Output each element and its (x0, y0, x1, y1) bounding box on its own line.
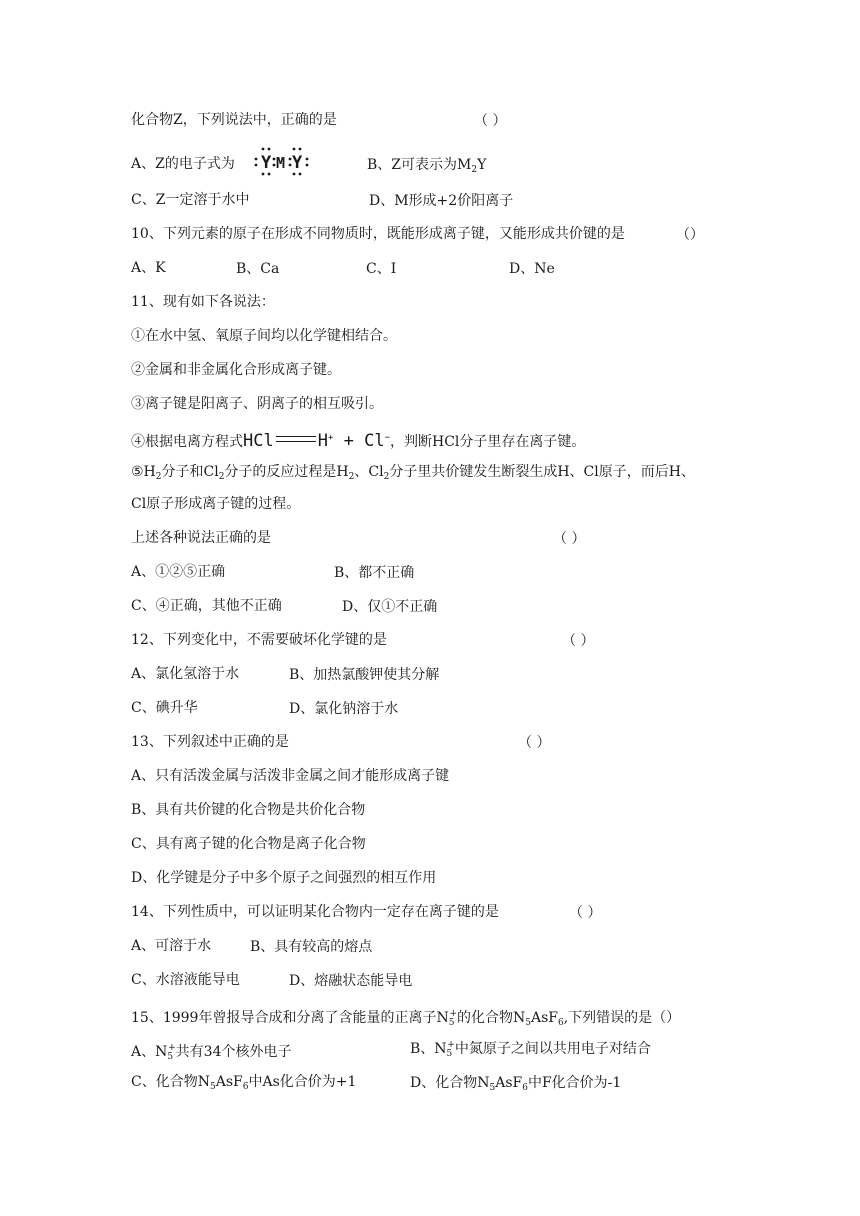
q13-option-b: B、具有共价键的化合物是共价化合物 (131, 802, 366, 818)
equation-sign (276, 436, 316, 442)
q13-stem: 13、下列叙述中正确的是 (131, 734, 289, 750)
q12-option-b: B、加热氯酸钾使其分解 (289, 667, 440, 683)
q10-option-b: B、Ca (236, 261, 280, 277)
q14-option-c: C、水溶液能导电 (131, 972, 240, 988)
q11-statement-5: $⑤H_2$分子和$Cl_2$分子的反应过程是$H_2$、$Cl_2$分子里共价键发生断裂生成H、Cl原子，而后H、 (131, 464, 695, 482)
q12-option-a: A、氯化氢溶于水 (131, 666, 240, 682)
q9-option-a: A、Z的电子式为 (131, 156, 235, 172)
q12-stem: 12、下列变化中，不需要破坏化学键的是 (131, 632, 387, 648)
ionization-equation: HCl H+ + Cl− (243, 431, 391, 451)
q14-answer-paren: （ ） (569, 905, 602, 921)
q12-option-c: C、碘升华 (131, 700, 198, 716)
q9-option-c: C、Z一定溶于水中 (131, 192, 250, 208)
q11-option-c: C、④正确，其他不正确 (131, 598, 282, 614)
q12-option-d: D、氯化钠溶于水 (289, 701, 399, 717)
q9-electron-formula (250, 144, 310, 178)
q11-statement-3: ③离子键是阳离子、阴离子的相互吸引。 (131, 396, 383, 412)
q15-option-a: A、$N_5^+$共有34个核外电子 (131, 1043, 292, 1062)
q14-option-d: D、熔融状态能导电 (289, 973, 413, 989)
q13-option-c: C、具有离子键的化合物是离子化合物 (131, 836, 366, 852)
q15-option-d: D、化合物$N_5AsF_6$中F化合价为-1 (410, 1075, 622, 1093)
q9-answer-paren: （ ） (474, 113, 507, 129)
q14-option-a: A、可溶于水 (131, 938, 212, 954)
q15-option-c: C、化合物$N_5AsF_6$中As化合价为+1 (131, 1074, 357, 1092)
q11-answer-paren: （ ） (553, 531, 586, 547)
q9-option-d: D、M形成+2价阳离子 (369, 193, 514, 209)
q11-option-b: B、都不正确 (334, 565, 415, 581)
q14-option-b: B、具有较高的熔点 (250, 939, 373, 955)
atom-m: M (276, 154, 286, 172)
q14-stem: 14、下列性质中，可以证明某化合物内一定存在离子键的是 (131, 904, 499, 920)
q15-stem: 15、1999年曾报导合成和分离了含能量的正离子$N_5^+$的化合物$N_5AsF_6$,下列错误的是（） (131, 1009, 681, 1028)
q13-option-d: D、化学键是分子中多个原子之间强烈的相互作用 (131, 870, 437, 886)
q11-stem: 11、现有如下各说法： (131, 294, 275, 310)
q9-option-b: B、Z可表示为$M_2Y$ (367, 157, 487, 175)
q11-statement-5-cont: Cl原子形成离子键的过程。 (131, 496, 301, 512)
q10-stem: 10、下列元素的原子在形成不同物质时，既能形成离子键，又能形成共价键的是 (131, 226, 625, 242)
q13-answer-paren: （ ） (518, 735, 551, 751)
q11-statement-1: ①在水中氢、氧原子间均以化学键相结合。 (131, 328, 397, 344)
atom-y-right: Y (292, 153, 303, 173)
q11-statement-2: ②金属和非金属化合形成离子键。 (131, 362, 341, 378)
q11-option-d: D、仅①不正确 (342, 599, 438, 615)
atom-y-left: Y (261, 153, 272, 173)
q13-option-a: A、只有活泼金属与活泼非金属之间才能形成离子键 (131, 768, 450, 784)
q11-statement-4: ④根据电离方程式HCl H+ + Cl−，判断HCl分子里存在离子键。 (131, 431, 586, 451)
q9-stem: 化合物Z，下列说法中，正确的是 (131, 112, 337, 128)
q10-option-c: C、I (366, 261, 397, 277)
q11-question: 上述各种说法正确的是 (131, 530, 271, 546)
q12-answer-paren: （ ） (562, 633, 595, 649)
q11-option-a: A、①②⑤正确 (131, 564, 226, 580)
q10-option-d: D、Ne (509, 261, 555, 277)
q10-answer-paren: （） (676, 227, 704, 243)
q10-option-a: A、K (131, 260, 166, 276)
q15-option-b: B、$N_5^+$中氮原子之间以共用电子对结合 (410, 1040, 651, 1059)
